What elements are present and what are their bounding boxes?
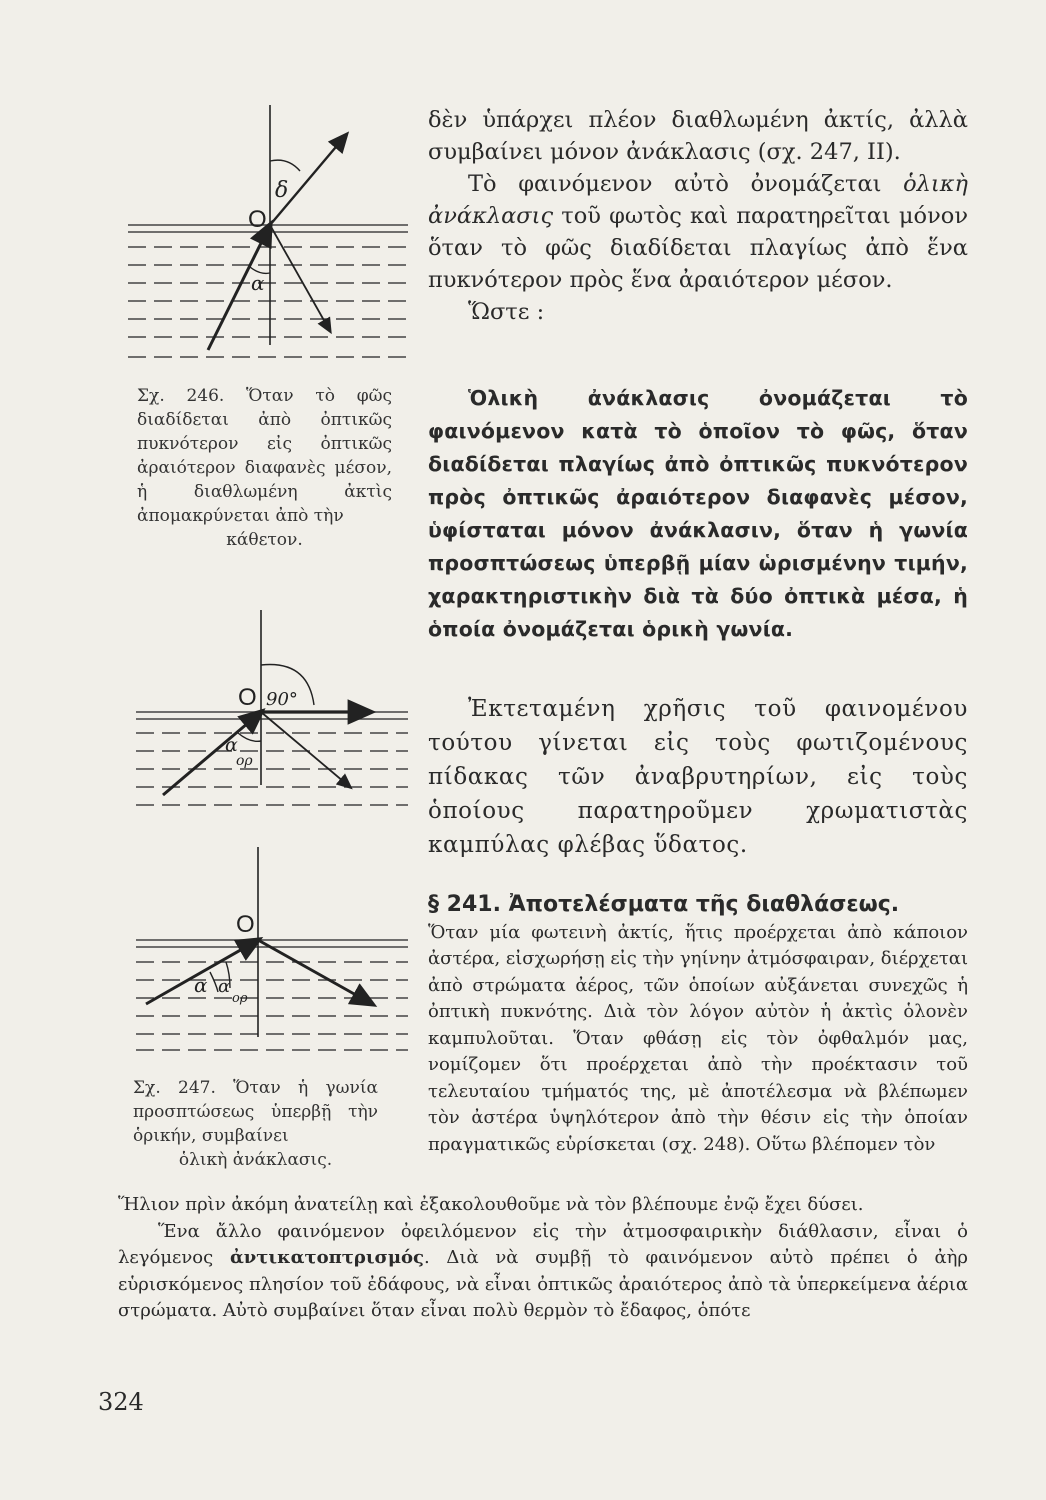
point-O-label: O [236,911,255,938]
critical-angle-arc [238,733,261,741]
delta-label: δ [275,178,289,203]
intro-paragraph [428,168,968,296]
caption-246 [137,384,392,552]
figure-246 [118,95,418,375]
alpha-label: α [225,734,238,756]
full-width-text [118,1192,968,1325]
intro-paragraph-start: Τὸ φαινόμενον αὐτὸ ὀνομάζεται [468,171,904,197]
intro-line: δὲν ὑπάρχει πλέον διαθλωμένη ἀκτίς, ἀλλὰ συμβαίνει μόνον ἀνάκλασις (σχ. 247, ΙΙ). [428,107,968,165]
caption-247 [133,1076,378,1172]
alpha-subscript-label: ορ [232,991,248,1006]
totally-reflected-ray [258,940,372,1004]
application-paragraph: Ἐκτεταμένη χρῆσις τοῦ φαινομένου τούτου γίνεται εἰς τοὺς φωτιζομένους πίδακας τῶν ἀναβρυτηρίων, εἰς τοὺς ὁποίους παρατηροῦμεν χρωματιστὰς καμπύλας φλέβας ὕδατος. [428,696,968,858]
full-paragraph-end: . Διὰ νὰ συμβῇ τὸ φαινόμενον αὐτὸ πρέπει ὁ ἀὴρ εὑρισκόμενος πλησίον τοῦ ἐδάφους, νὰ εἶναι ὀπτικῶς ἀραιότερος ἀπὸ τὰ ὑπερκείμενα ἀέρια στρώματα. Αὐτὸ συμβαίνει ὅταν εἶναι πολὺ θερμὸν τὸ ἔδαφος, ὁπότε [118,1247,969,1321]
alpha-label: α [194,973,208,997]
incidence-angle-arc [210,972,218,992]
water-surface-lines [136,940,408,1050]
intro-paragraph-end: τοῦ φωτὸς καὶ παρατηρεῖται μόνον ὅταν τὸ φῶς διαδίδεται πλαγίως ἀπὸ ἕνα πυκνότερον πρὸς ἕνα ἀραιότερον μέσον. [428,203,968,293]
full-line-1: Ἥλιον πρὶν ἀκόμη ἀνατείλῃ καὶ ἐξακολουθοῦμε νὰ τὸν βλέπουμε ἐνῷ ἔχει δύσει. [118,1194,864,1215]
alpha-subscript-label: ορ [236,753,253,769]
section-text: Ὅταν μία φωτεινὴ ἀκτίς, ἥτις προέρχεται ἀπὸ κάποιον ἀστέρα, εἰσχωρήσῃ εἰς τὴν γηίνην ἀτμόσφαιραν, διέρχεται ἀπὸ στρώματα ἀέρος, τῶν ὁποίων αὐξάνεται συνεχῶς ἡ ὀπτικὴ πυκνότης. Διὰ τὸν λόγον αὐτὸν ἡ ἀκτὶς ὁλονὲν καμπυλοῦται. Ὅταν φθάσῃ εἰς τὸν ὀφθαλμόν μας, νομίζομεν ὅτι προέρχεται ἀπὸ τὴν προέκτασιν τοῦ τελευταίου τμήματός της, μὲ ἀποτέλεσμα νὰ βλέπωμεν τὸν ἀστέρα ὑψηλότερον ἀπὸ τὴν θέσιν εἰς τὴν ὁποίαν πραγματικῶς εὑρίσκεται (σχ. 248). Οὕτω βλέπομεν τὸν [428,921,968,1155]
figure-247-II [118,842,418,1057]
section-heading: § 241. Ἀποτελέσματα τῆς διαθλάσεως. [428,892,900,917]
reflected-ray [270,225,330,331]
point-O-label: O [238,684,257,711]
caption-247-text: Σχ. 247. Ὅταν ἡ γωνία προσπτώσεως ὑπερβῇ τὴν ὁρικήν, συμβαίνει [133,1078,378,1146]
ninety-degree-label: 90° [266,689,298,710]
hoste-line: Ὥστε : [468,299,545,325]
alpha-label: α [251,271,265,295]
antikatoptrismos-term: ἀντικατοπτρισμός [229,1247,424,1268]
figure-247-I [118,605,418,820]
figure-247-I-diagram [118,605,418,820]
figure-247-II-diagram [118,842,418,1057]
alpha-critical-label: α [218,976,231,997]
water-surface-lines [128,225,408,357]
intro-text [428,104,968,328]
figure-246-diagram [118,95,418,375]
caption-246-text: Σχ. 246. Ὅταν τὸ φῶς διαδίδεται ἀπὸ ὀπτικῶς πυκνότερον εἰς ὀπτικῶς ἀραιότερον διαφανὲς μέσον, ἡ διαθλωμένη ἀκτὶς ἀπομακρύνεται ἀπὸ τὴν [137,386,392,526]
water-surface-lines [136,712,408,805]
section-241 [428,892,968,1158]
angle-delta-arc [270,160,300,171]
caption-247-last-line: ὁλικὴ ἀνάκλασις. [178,1150,333,1170]
page-number: 324 [98,1388,144,1416]
full-paragraph-start: Ἕνα ἄλλο φαινόμενον ὀφειλόμενον εἰς τὴν ἀτμοσφαιρικὴν διάθλασιν, εἶναι ὁ λεγόμενος [118,1220,968,1268]
intro-emphasis: ὁλικὴ ἀνάκλασις [428,171,968,229]
point-O-label: O [248,206,267,233]
caption-246-last-line: κάθετον. [226,530,303,550]
total-reflection-definition: Ὁλικὴ ἀνάκλασις ὀνομάζεται τὸ φαινόμενον κατὰ τὸ ὁποῖον τὸ φῶς, ὅταν διαδίδεται πλαγίως ἀπὸ ὀπτικῶς πυκνότερον πρὸς ὀπτικῶς ἀραιότερον διαφανὲς μέσον, ὑφίσταται μόνον ἀνάκλασιν, ὅταν ἡ γωνία προσπτώσεως ὑπερβῇ μίαν ὡρισμένην τιμήν, χαρακτηριστικὴν διὰ τὰ δύο ὀπτικὰ μέσα, ἡ ὁποία ὀνομάζεται ὁρικὴ γωνία. [428,386,968,641]
reflected-ray [261,712,350,787]
